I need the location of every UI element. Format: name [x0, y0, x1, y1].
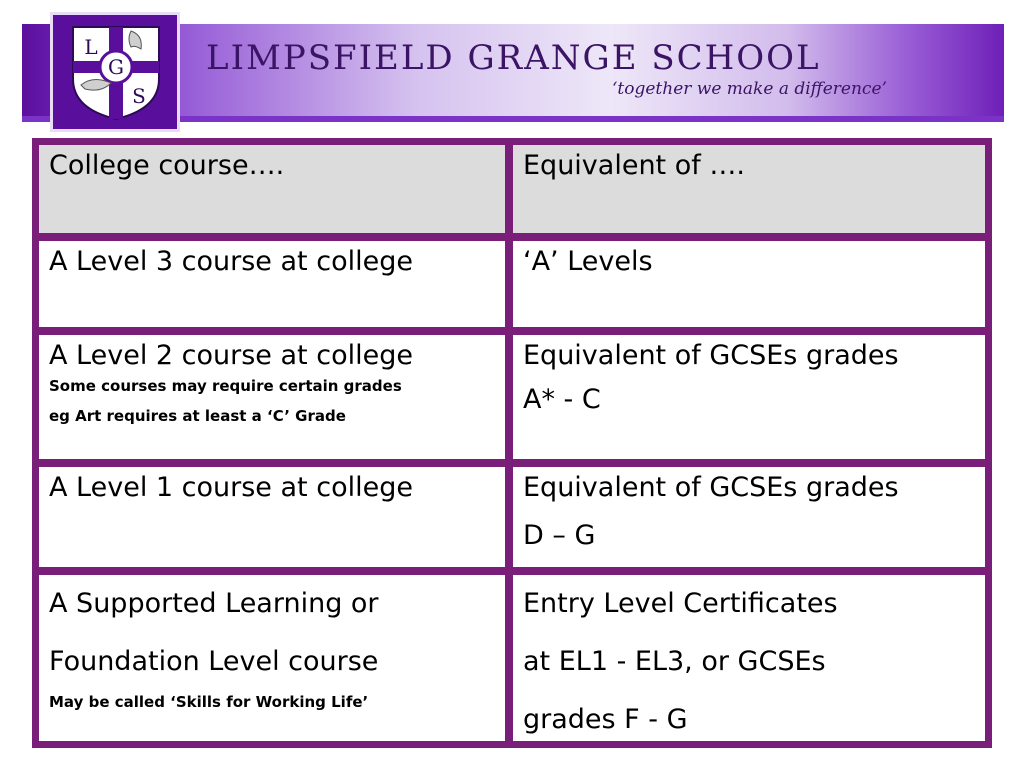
row-3-equivalent-line-2: D – G: [523, 520, 596, 551]
table-row-2-course: [39, 335, 505, 459]
header-cell-course: [39, 145, 505, 233]
table-row-1-course: [39, 241, 505, 327]
row-2-note-1: Some courses may require certain grades: [49, 377, 402, 395]
school-motto: ‘together we make a difference’: [612, 79, 887, 99]
table-row-3-equivalent: [513, 467, 985, 567]
row-2-note-2: eg Art requires at least a ‘C’ Grade: [49, 407, 346, 425]
row-3-equivalent-line-1: Equivalent of GCSEs grades: [523, 472, 899, 503]
school-logo: [50, 12, 180, 132]
row-1-equivalent-text: ‘A’ Levels: [523, 246, 653, 277]
row-4-note-1: May be called ‘Skills for Working Life’: [49, 693, 369, 711]
row-4-course-line-2: Foundation Level course: [49, 646, 379, 677]
table-row-3-course: [39, 467, 505, 567]
school-name: LIMPSFIELD GRANGE SCHOOL: [206, 38, 821, 78]
header-equivalent-text: Equivalent of ….: [523, 150, 745, 181]
crest-icon: [65, 21, 167, 123]
crest-letter-s: S: [132, 84, 146, 108]
row-3-course-text: A Level 1 course at college: [49, 472, 413, 503]
table-row-2-equivalent: [513, 335, 985, 459]
row-4-course-line-1: A Supported Learning or: [49, 588, 379, 619]
course-equivalence-table: [32, 138, 992, 748]
header-cell-equivalent: [513, 145, 985, 233]
row-2-course-text: A Level 2 course at college: [49, 340, 413, 371]
table-row-4-course: [39, 575, 505, 741]
table-row-4-equivalent: [513, 575, 985, 741]
table-row-1-equivalent: [513, 241, 985, 327]
header-course-text: College course….: [49, 150, 285, 181]
row-4-equivalent-line-2: at EL1 - EL3, or GCSEs: [523, 646, 826, 677]
row-2-equivalent-line-2: A* - C: [523, 384, 601, 415]
row-4-equivalent-line-3: grades F - G: [523, 704, 688, 735]
crest-letter-l: L: [84, 35, 98, 59]
row-4-equivalent-line-1: Entry Level Certificates: [523, 588, 838, 619]
crest-letter-g: G: [108, 55, 124, 79]
row-2-equivalent-line-1: Equivalent of GCSEs grades: [523, 340, 899, 371]
row-1-course-text: A Level 3 course at college: [49, 246, 413, 277]
